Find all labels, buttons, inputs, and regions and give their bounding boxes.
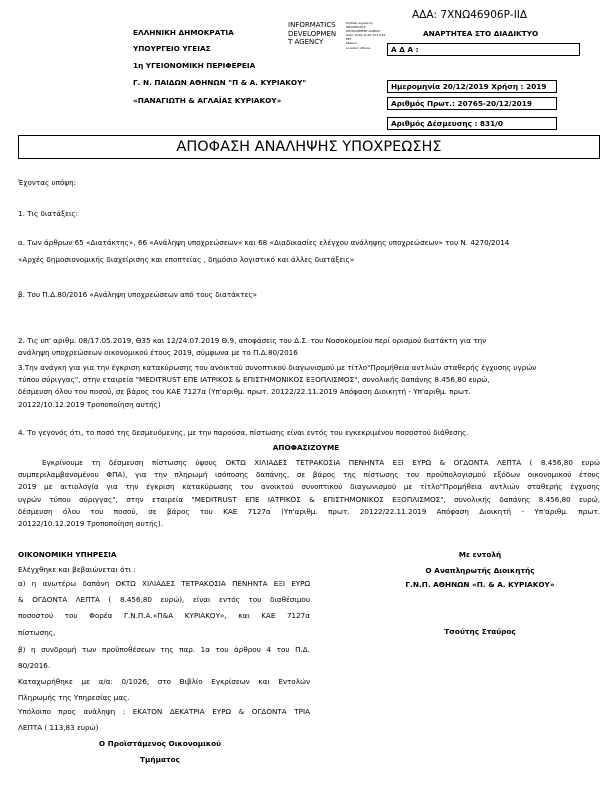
header-line-republic: ΕΛΛΗΝΙΚΗ ΔΗΜΟΚΡΑΤΙΑ <box>133 28 234 37</box>
financial-heading: ΟΙΚΟΝΟΜΙΚΗ ΥΠΗΡΕΣΙΑ <box>18 550 117 559</box>
financial-remaining <box>18 706 310 734</box>
item-3-line: τύπου σύριγγας", στην εταιρεία "MEDITRUST ΕΠΕ ΙΑΤΡΙΚΟΣ & ΕΠΙΣΤΗΜΟΝΙΚΟΣ ΕΞΟΠΛΙΣΜΟΣ", συνολικής δαπάνης 8.456,80 ευρώ, <box>18 375 490 385</box>
signature-detail-line: Location: Athens <box>346 45 371 50</box>
financial-registered <box>18 676 310 704</box>
financial-point-a <box>18 578 310 639</box>
decision-line: Εγκρίνουμε τη δέσμευση πίστωσης ύψους ΟΚΤΩ ΧΙΛΙΑΔΕΣ ΤΕΤΡΑΚΟΣΙΑ ΠΕΝΗΝΤΑ ΕΞΙ ΕΥΡΩ & ΟΓΔΟΝΤΑ ΛΕΠΤΑ ( 8.456,80 ευρώ <box>42 458 600 467</box>
signatory-name: Τσούτης Σταύρος <box>444 627 516 636</box>
ada-box: Α Δ Α : <box>387 43 580 56</box>
item-2-line: 2. Τις υπ' αριθμ. 08/17.05.2019, Θ35 και 12/24.07.2019 Θ.9, αποφάσεις του Δ.Σ. του Νοσοκομείου περί ορισμού διατάκτη για την <box>18 336 487 345</box>
item-3 <box>18 362 536 411</box>
logo-line-3: T AGENCY <box>288 38 324 46</box>
item-a <box>18 237 509 266</box>
decision-line: δέσμευση όλου του ποσού, σε βάρος του ΚΑΕ 7127α (Υπ'αριθμ. πρωτ. 20122/22.11.2019 Απόφαση Διοικητή - Υπ'αριθμ. πρωτ. <box>18 506 600 516</box>
signature-hospital: Γ.Ν.Π. ΑΘΗΝΩΝ «Π. & Α. ΚΥΡΙΑΚΟΥ» <box>405 580 555 589</box>
item-4: 4. Το γεγονός ότι, το ποσό της δεσμευόμενης, με την παρούσα, πίστωσης είναι εντός του εγκεκριμένου ποσοστού διάθεσης. <box>18 428 469 437</box>
financial-point-b <box>18 644 310 672</box>
logo-line-1: INFORMATICS <box>288 21 336 29</box>
item-1: 1. Τις διατάξεις: <box>18 209 79 218</box>
header-line-ministry: ΥΠΟΥΡΓΕΙΟ ΥΓΕΙΑΣ <box>133 44 211 53</box>
header-line-region: 1η ΥΓΕΙΟΝΟΜΙΚΗ ΠΕΡΙΦΕΡΕΙΑ <box>133 61 256 70</box>
financial-head-dept: Τμήματος <box>140 755 180 764</box>
decision-line: 2019 με αιτιολογία για την έγκριση κατακύρωσης του ανοικτού συνοπτικού διαγωνισμού με τίτλο"Προμήθεια αντλιών σταθερής έγχυσης <box>18 482 600 492</box>
point-a-line: ποσοστού του Φορέα Γ.Ν.Π.Α.«Π&Α ΚΥΡΙΑΚΟΥ», και ΚΑΕ 7127α <box>18 611 310 621</box>
posted-online-label: ΑΝΑΡΤΗΤΕΑ ΣΤΟ ΔΙΑΔΙΚΤΥΟ <box>423 29 539 38</box>
item-a-line: «Αρχές δημοσιονομικής διαχείρισης και εποπτείας , δημόσιο λογιστικό και άλλες διατάξεις» <box>18 255 355 265</box>
financial-checked: Ελέγχθηκε και βεβαιώνεται ότι : <box>18 565 136 574</box>
item-b: β. Του Π.Δ.80/2016 «Ανάληψη υποχρεώσεων από τους διατάκτες» <box>18 290 257 299</box>
item-2 <box>18 335 486 359</box>
signature-detail-line: DEVELOPMENT AGENCY <box>346 29 381 34</box>
signature-detail-line: INFORMATICS <box>346 25 366 30</box>
decision-line: συμπεριλαμβανομένου ΦΠΑ), για την πληρωμή ισόποσης δαπάνης, σε βάρος της πίστωσης του προϋπολογισμού εξόδων οικονομικού έτους <box>18 470 600 480</box>
title-box <box>18 135 600 159</box>
registered-line: Πληρωμής της Υπηρεσίας μας. <box>18 693 130 703</box>
remaining-line: Υπόλοιπο προς ανάληψη : ΕΚΑΤΟΝ ΔΕΚΑΤΡΙΑ ΕΥΡΩ & ΟΓΔΟΝΤΑ ΤΡΙΑ <box>18 707 310 716</box>
point-a-line: & ΟΓΔΟΝΤΑ ΛΕΠΤΑ ( 8.456,80 ευρώ), είναι εντός του διαθέσιμου <box>18 595 310 605</box>
item-2-line: ανάληψη υποχρεώσεων οικονομικού έτους 2019, σύμφωνα με το Π.Δ.80/2016 <box>18 348 298 358</box>
registered-line: Καταχωρήθηκε με α/α: 0/1026, στο Βιβλίο Εγκρίσεων και Εντολών <box>18 677 310 686</box>
intro-text: Έχοντας υπόψη: <box>18 178 77 187</box>
protocol-box: Αριθμός Πρωτ.: 20765-20/12/2019 <box>387 97 557 110</box>
remaining-line: ΛΕΠΤΑ ( 113,83 ευρώ) <box>18 723 99 733</box>
point-a-line: πίστωσης, <box>18 627 56 637</box>
signature-detail-line: Reason: <box>346 41 358 46</box>
item-3-line: 20122/10.12.2019 Τροποποίηση αυτής) <box>18 399 161 409</box>
item-a-line: α. Των άρθρων 65 «Διατάκτης», 66 «Ανάληψη υποχρεώσεων» και 68 «Διαδικασίες ελέγχου ανάληψης υποχρεώσεων» του Ν. 4270/2014 <box>18 238 510 247</box>
signature-detail-line: Date: 2019.12.20 15:19:44 <box>346 33 386 38</box>
signature-detail-line: Digitally signed by <box>346 21 373 25</box>
decision-paragraph <box>18 457 600 530</box>
commitment-box: Αριθμός Δέσμευσης : 831/0 <box>387 117 557 130</box>
point-b-line: β) η συνδρομή των προϋποθέσεων της παρ. 1α του άρθρου 4 του Π.Δ. <box>18 645 310 654</box>
item-3-line: 3.Την ανάγκη για για την έγκριση κατακύρωσης του ανοικτού συνοπτικού διαγωνισμού με τίτλο"Προμήθεια αντλιών σταθερής έγχυσης υγρών <box>18 363 537 372</box>
signature-detail-line: EET <box>346 37 352 42</box>
date-box: Ημερομηνία 20/12/2019 Χρήση : 2019 <box>387 80 557 93</box>
decision-line: 20122/10.12.2019 Τροποποίηση αυτής). <box>18 519 163 529</box>
ada-code: ΑΔΑ: 7ΧΝΩ46906Ρ-ΙΙΔ <box>412 9 528 21</box>
document-title: ΑΠΟΦΑΣΗ ΑΝΑΛΗΨΗΣ ΥΠΟΧΡΕΩΣΗΣ <box>176 139 442 155</box>
item-3-line: δέσμευση όλου του ποσού, σε βάρος του ΚΑΕ 7127α (Υπ'αριθμ. πρωτ. 20122/22.11.2019 Απόφαση Διοικητή - Υπ'αριθμ. πρωτ. <box>18 387 471 397</box>
decision-line: υγρών τύπου σύριγγας", στην εταιρεία "MEDITRUST ΕΠΕ ΙΑΤΡΙΚΟΣ & ΕΠΙΣΤΗΜΟΝΙΚΟΣ ΕΞΟΠΛΙΣΜΟΣ", συνολικής δαπάνης 8.456,80 ευρώ, <box>18 494 600 504</box>
point-a-line: α) η ανωτέρω δαπάνη ΟΚΤΩ ΧΙΛΙΑΔΕΣ ΤΕΤΡΑΚΟΣΙΑ ΠΕΝΗΝΤΑ ΕΞΙ ΕΥΡΩ <box>18 579 310 588</box>
financial-head-title: Ο Προϊστάμενος Οικονομικού <box>98 739 222 748</box>
decide-heading: ΑΠΟΦΑΣΙΖΟΥΜΕ <box>272 443 340 452</box>
signature-by-order: Με εντολή <box>458 550 502 559</box>
logo-line-2: DEVELOPMEN <box>288 29 337 38</box>
signature-role: Ο Αναπληρωτής Διοικητής <box>425 566 535 575</box>
digital-signature-details <box>346 21 385 50</box>
point-b-line: 80/2016. <box>18 661 51 671</box>
header-line-hospital-full: «ΠΑΝΑΓΙΩΤΗ & ΑΓΛΑΪΑΣ ΚΥΡΙΑΚΟΥ» <box>133 96 282 105</box>
header-line-hospital: Γ. Ν. ΠΑΙΔΩΝ ΑΘΗΝΩΝ "Π & Α. ΚΥΡΙΑΚΟΥ" <box>133 78 307 87</box>
